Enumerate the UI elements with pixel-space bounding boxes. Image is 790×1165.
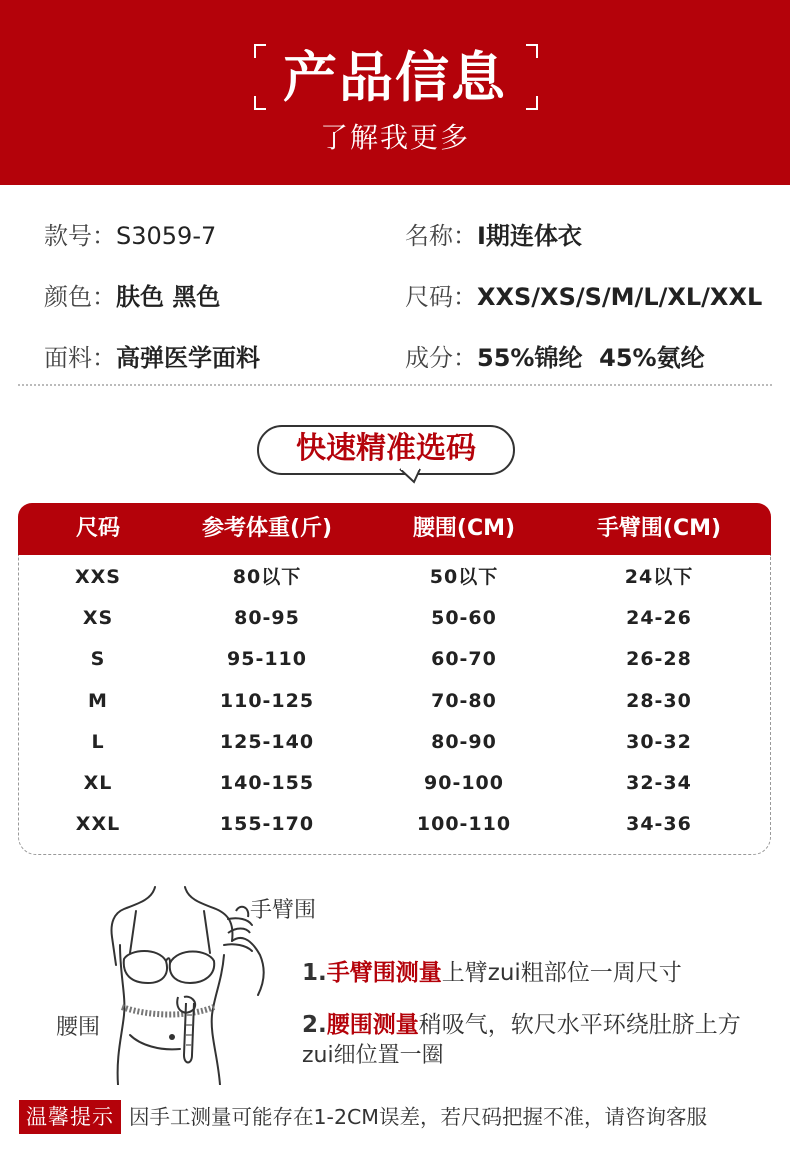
step-2-number: 2.: [302, 1012, 327, 1038]
size-value: XXS/XS/S/M/L/XL/XXL: [477, 283, 763, 311]
fabric-label: 面料：: [44, 344, 116, 372]
table-cell-waist: 90-100: [424, 772, 504, 794]
measure-step-2: [302, 1006, 741, 1039]
measure-step-1: [302, 954, 682, 987]
table-cell-size: M: [88, 690, 108, 712]
tip-text: 因手工测量可能存在1-2CM误差，若尺码把握不准，请咨询客服: [129, 1105, 707, 1129]
table-cell-arm: 28-30: [626, 690, 692, 712]
step-1-desc: 上臂zui粗部位一周尺寸: [441, 960, 682, 986]
step-1-title: 手臂围测量: [326, 960, 442, 986]
table-cell-arm: 30-32: [626, 731, 692, 753]
table-cell-size: XXS: [75, 566, 121, 588]
info-size: [405, 282, 762, 312]
table-cell-waist: 100-110: [416, 813, 512, 835]
divider: [18, 384, 772, 386]
waist-label: 腰围: [56, 1015, 101, 1040]
table-cell-arm: 24-26: [626, 607, 692, 629]
table-cell-size: XL: [83, 772, 113, 794]
color-label: 颜色：: [44, 283, 116, 311]
col-header-waist: 腰围(CM): [412, 516, 516, 541]
step-2-title: 腰围测量: [326, 1012, 419, 1038]
col-header-size: 尺码: [75, 516, 120, 541]
table-cell-arm: 26-28: [626, 648, 692, 670]
info-style: [44, 221, 216, 251]
measure-step-2-continued: zui细位置一圈: [302, 1043, 444, 1068]
fabric-value: 高弹医学面料: [116, 344, 260, 372]
arm-label: 手臂围: [250, 898, 317, 923]
col-header-weight: 参考体重(斤): [201, 516, 333, 541]
color-value: 肤色 黑色: [116, 283, 221, 311]
info-composition: [405, 343, 705, 373]
size-label: 尺码：: [405, 283, 477, 311]
table-cell-arm: 32-34: [626, 772, 692, 794]
table-cell-size: S: [90, 648, 106, 670]
step-2-desc: 稍吸气，软尺水平环绕肚脐上方: [418, 1012, 741, 1038]
composition-value: 55%锦纶 45%氨纶: [477, 344, 705, 372]
table-cell-waist: 50-60: [431, 607, 497, 629]
table-cell-size: L: [91, 731, 105, 753]
style-value: S3059-7: [116, 222, 217, 250]
table-cell-weight: 125-140: [219, 731, 315, 753]
table-cell-arm: 34-36: [626, 813, 692, 835]
col-header-arm: 手臂围(CM): [596, 516, 722, 541]
table-cell-weight: 155-170: [219, 813, 315, 835]
table-cell-waist: 60-70: [431, 648, 497, 670]
step-1-number: 1.: [302, 960, 327, 986]
name-label: 名称：: [405, 222, 477, 250]
section-heading: 快速精准选码: [296, 431, 476, 466]
tip-badge: 温馨提示: [19, 1100, 121, 1134]
table-cell-weight: 95-110: [227, 648, 307, 670]
table-cell-waist: 50以下: [429, 566, 499, 588]
info-fabric: [44, 343, 260, 373]
table-cell-weight: 80以下: [232, 566, 302, 588]
table-cell-weight: 80-95: [234, 607, 300, 629]
table-cell-weight: 140-155: [219, 772, 315, 794]
table-cell-waist: 80-90: [431, 731, 497, 753]
name-value: Ⅰ期连体衣: [477, 222, 582, 250]
info-name: [405, 221, 582, 251]
table-cell-size: XXL: [75, 813, 121, 835]
table-cell-size: XS: [82, 607, 114, 629]
page-title: 产品信息: [283, 46, 507, 109]
composition-label: 成分：: [405, 344, 477, 372]
table-cell-waist: 70-80: [431, 690, 497, 712]
info-color: [44, 282, 220, 312]
table-cell-weight: 110-125: [219, 690, 315, 712]
table-cell-arm: 24以下: [624, 566, 694, 588]
page-subtitle: 了解我更多: [319, 121, 470, 154]
style-label: 款号：: [44, 222, 116, 250]
